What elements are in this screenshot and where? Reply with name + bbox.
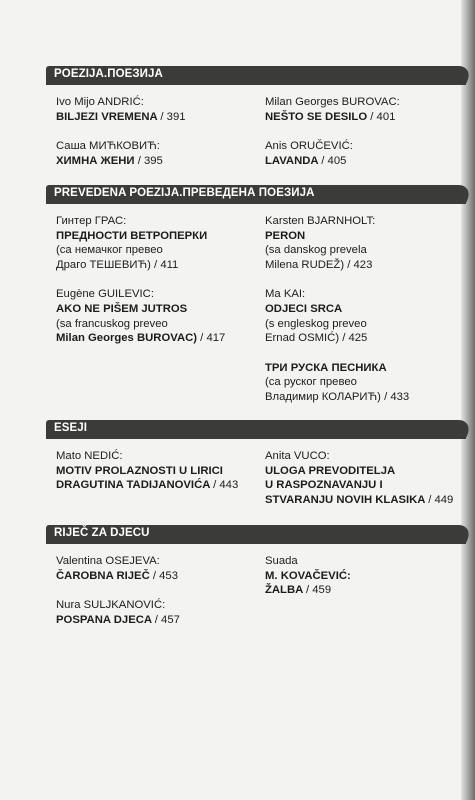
entry-author: Ivo Mijo ANDRIĆ: <box>56 96 144 108</box>
entry-translation-note: (са немачког превео <box>56 244 163 257</box>
toc-entry <box>265 554 465 598</box>
entry-page: / 423 <box>347 258 373 271</box>
entry-title: POSPANA DJECA / 457 <box>56 613 180 626</box>
toc-entry <box>265 361 465 405</box>
right-column <box>265 554 465 613</box>
entry-page: / 401 <box>370 110 396 123</box>
entry-page: / 395 <box>137 154 163 167</box>
section-header-bar <box>46 185 466 204</box>
entry-page: / 405 <box>321 154 347 167</box>
entry-title-cont: STVARANJU NOVIH KLASIKA / 449 <box>265 493 454 506</box>
entry-author: Mato NEDIĆ: <box>56 450 123 462</box>
entry-page: / 433 <box>384 390 410 403</box>
entry-title: ČAROBNA RIJEČ / 453 <box>56 569 179 582</box>
entry-title: ULOGA PREVODITELJA <box>265 464 396 477</box>
entry-author: Suada <box>265 555 298 567</box>
toc-entry <box>265 95 465 124</box>
entry-page: / 425 <box>342 332 368 345</box>
toc-entry <box>265 214 465 272</box>
entry-translation-note: (sa danskog prevela <box>265 244 367 257</box>
entry-author: Milan Georges BUROVAC: <box>265 96 400 108</box>
entry-title: ПРЕДНОСТИ ВЕТРОПЕРКИ <box>56 229 208 242</box>
right-column <box>265 214 465 420</box>
entry-translator: Драго ТЕШЕВИЋ) / 411 <box>56 258 179 271</box>
entry-author: Ma KAI: <box>265 288 306 301</box>
toc-entry <box>265 139 465 168</box>
entry-page: / 453 <box>152 569 179 582</box>
entry-page: / 411 <box>154 258 179 271</box>
toc-entry <box>265 287 465 345</box>
section-header-bar <box>46 420 466 439</box>
entry-title: ТРИ РУСКА ПЕСНИКА <box>265 361 387 374</box>
section-header-bar <box>46 525 466 544</box>
entry-author: Anita VUCO: <box>265 450 330 462</box>
section-title: RIJEČ ZA DJECU <box>54 527 150 539</box>
left-column <box>56 449 256 508</box>
entry-author: Саша МИЋКОВИЋ: <box>56 140 160 153</box>
entry-translator: Milena RUDEŽ) / 423 <box>265 258 373 271</box>
entry-title: NEŠTO SE DESILO / 401 <box>265 110 396 123</box>
left-column <box>56 214 256 361</box>
section-header-bar <box>46 66 466 85</box>
entry-author: Eugène GUILEVIC: <box>56 288 154 301</box>
entry-page: / 449 <box>428 493 454 506</box>
entry-translator: Владимир КОЛАРИЋ) / 433 <box>265 390 410 403</box>
section-poezija <box>46 66 466 167</box>
entry-translation-note: (s engleskog preveo <box>265 317 367 330</box>
toc-entry <box>56 598 256 627</box>
entry-title: ХИМНА ЖЕНИ / 395 <box>56 154 163 167</box>
entry-translation-note: (са руског превео <box>265 376 357 389</box>
toc-entry <box>56 95 256 124</box>
entry-author: Anis ORUČEVIĆ: <box>265 140 353 153</box>
entry-author: Valentina OSEJEVA: <box>56 555 160 567</box>
entry-page: / 443 <box>213 479 239 492</box>
entry-title: ODJECI SRCA <box>265 302 343 315</box>
entry-translation-note: (sa francuskog preveo <box>56 317 168 330</box>
toc-entry <box>265 449 465 507</box>
right-column <box>265 449 465 522</box>
left-column <box>56 95 256 183</box>
entry-author-cont: M. KOVAČEVIĆ: <box>265 569 351 582</box>
section-prevedena-poezija <box>46 185 466 403</box>
entry-page: / 391 <box>160 110 186 123</box>
entry-title: AKO NE PIŠEM JUTROS <box>56 302 188 315</box>
entry-title: BILJEZI VREMENA / 391 <box>56 110 186 123</box>
section-title: PREVEDENA POEZIJA.ПРЕВЕДЕНА ПОЕЗИЈА <box>54 187 315 199</box>
entry-translator: Ernad OSMIĆ) / 425 <box>265 332 368 345</box>
left-column <box>56 554 256 642</box>
entry-page: / 417 <box>200 332 226 345</box>
entry-author: Karsten BJARNHOLT: <box>265 215 376 227</box>
entry-page: / 459 <box>306 584 332 597</box>
entry-title: ŽALBA / 459 <box>265 584 332 597</box>
entry-title-cont: DRAGUTINA TADIJANOVIĆA / 443 <box>56 479 239 492</box>
toc-entry <box>56 214 256 272</box>
entry-translator: Milan Georges BUROVAC) / 417 <box>56 332 226 345</box>
entry-author: Nura SULJKANOVIĆ: <box>56 599 166 612</box>
right-column <box>265 95 465 183</box>
entry-title-cont: U RASPOZNAVANJU I <box>265 479 383 492</box>
entry-author: Гинтер ГРАС: <box>56 215 127 227</box>
toc-entry <box>56 139 256 168</box>
section-rijec-za-djecu <box>46 525 466 626</box>
toc-entry <box>56 554 256 583</box>
toc-entry <box>56 287 256 345</box>
entry-title: LAVANDA / 405 <box>265 154 347 167</box>
entry-page: / 457 <box>154 613 180 626</box>
section-title: ESEJI <box>54 422 88 434</box>
entry-title: PERON <box>265 229 306 242</box>
section-eseji <box>46 420 466 506</box>
entry-title: MOTIV PROLAZNOSTI U LIRICI <box>56 464 223 477</box>
section-title: POEZIJA.ПОЕЗИЈА <box>54 68 163 80</box>
toc-entry <box>56 449 256 493</box>
